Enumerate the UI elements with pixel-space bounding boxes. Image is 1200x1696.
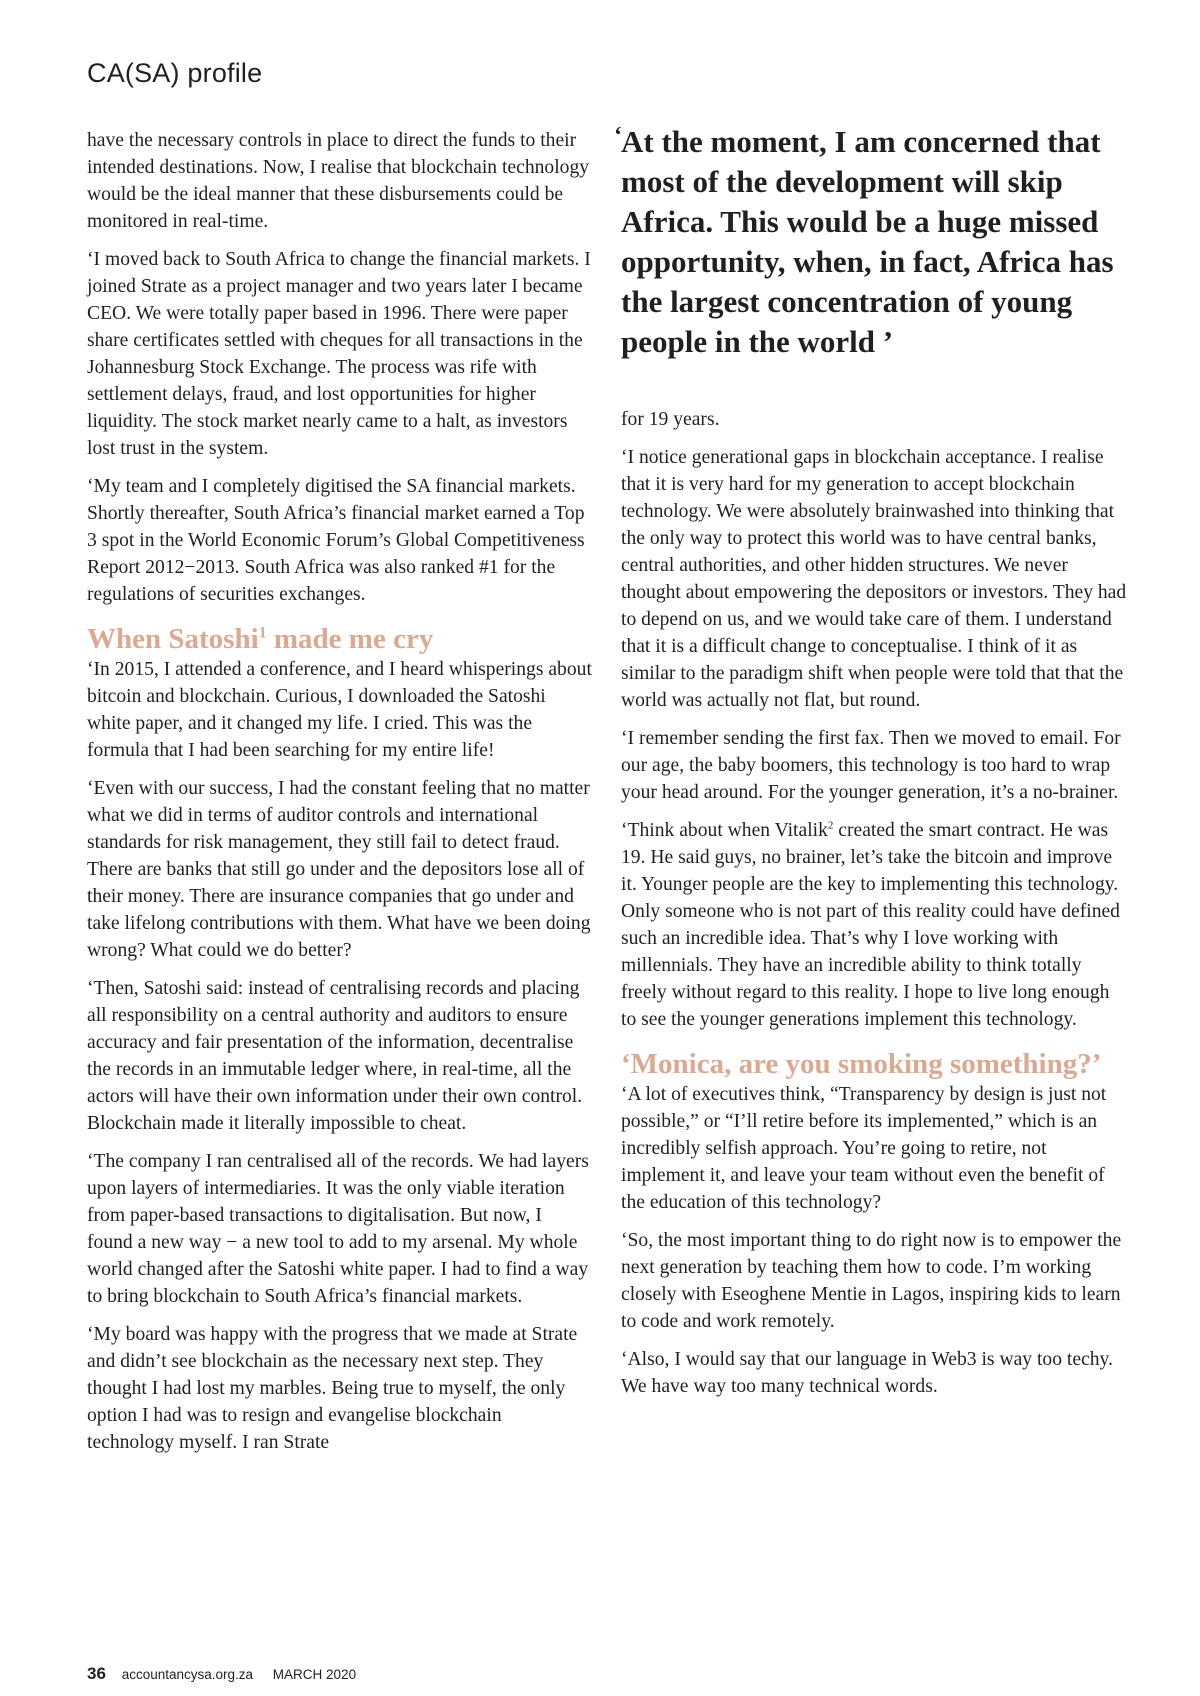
body-paragraph: ‘The company I ran centralised all of the records. We had layers upon layers of intermediaries. It was the only viable iteration from paper-based transactions to digitalisation. But now, I found a new way − a new tool to add to my arsenal. My whole world changed after the Satoshi white paper. I had to find a way to bring blockchain to South Africa’s financial markets.: [87, 1151, 589, 1307]
page-number: 36: [87, 1664, 106, 1683]
left-column: [87, 127, 592, 1467]
paragraph-text: created the smart contract. He was 19. He said guys, no brainer, let’s take the bitcoin and improve it. Younger people are the key to implementing this technology. Only someone who is not part of this reality could have defined such an incredible idea. That’s why I love working with millennials. They have an incredible ability to think totally freely without regard to this reality. I hope to live long enough to see the younger generations implement this technology.: [621, 820, 1120, 1030]
body-paragraph: ‘I remember sending the first fax. Then we moved to email. For our age, the baby boomers, this technology is too hard to wrap your head around. For the younger generation, it’s a no-brainer.: [621, 728, 1121, 803]
body-paragraph: ‘Then, Satoshi said: instead of centralising records and placing all responsibility on a central authority and auditors to ensure accuracy and fair presentation of the information, decentralise the records in an immutable ledger where, in real-time, all the actors will have their own information under their own control. Blockchain made it literally impossible to cheat.: [87, 978, 583, 1134]
issue-date: MARCH 2020: [272, 1667, 357, 1682]
right-column: [621, 406, 1127, 1411]
footnote-marker: 2: [827, 819, 834, 832]
body-paragraph: ‘I moved back to South Africa to change the financial markets. I joined Strate as a project manager and two years later I became CEO. We were totally paper based in 1996. There were paper share certificates settled with cheques for all transactions in the Johannesburg Stock Exchange. The process was rife with settlement delays, fraud, and lost opportunities for higher liquidity. The stock market nearly came to a halt, as investors lost trust in the system.: [87, 249, 591, 459]
body-paragraph: ‘My team and I completely digitised the SA financial markets. Shortly thereafter, South Africa’s financial market earned a Top 3 spot in the World Economic Forum’s Global Competitiveness Report 2012−2013. South Africa was also ranked #1 for the regulations of securities exchanges.: [87, 476, 585, 605]
body-paragraph: ‘My board was happy with the progress that we made at Strate and didn’t see blockchain as the necessary next step. They thought I had lost my marbles. Being true to myself, the only option I had was to resign and evangelise blockchain technology myself. I ran Strate: [87, 1324, 578, 1453]
body-paragraph: [621, 817, 1127, 1033]
page-footer: [87, 1664, 356, 1684]
pull-quote: [614, 122, 1137, 362]
body-paragraph: ‘Also, I would say that our language in Web3 is way too techy. We have way too many technical words.: [621, 1349, 1113, 1397]
body-paragraph: ‘Even with our success, I had the constant feeling that no matter what we did in terms of auditor controls and international standards for risk management, they still fail to detect fraud. There are banks that still go under and the depositors lose all of their money. There are insurance companies that go under and take lifelong contributions with them. What have we been doing wrong? What could we do better?: [87, 778, 591, 961]
subheading-satoshi: [87, 622, 592, 656]
body-paragraph: ‘A lot of executives think, “Transparency by design is just not possible,” or “I’ll retire before its implemented,” which is an incredibly selfish approach. You’re going to retire, not implement it, and leave your team without even the benefit of the education of this technology?: [621, 1084, 1107, 1213]
paragraph-text: ‘Think about when Vitalik: [621, 820, 828, 841]
body-paragraph: for 19 years.: [621, 409, 720, 430]
body-paragraph: ‘I notice generational gaps in blockchain acceptance. I realise that it is very hard for my generation to accept blockchain technology. We were absolutely brainwashed into thinking that the only way to protect this world was to have central banks, central authorities, and other hidden structures. We never thought about empowering the depositors or investors. They had to depend on us, and we would take care of them. I understand that it is a difficult change to conceptualise. I think of it as similar to the paradigm shift when people were told that that the world was actually not flat, but round.: [621, 447, 1127, 711]
subheading-monica: ‘Monica, are you smoking something?’: [621, 1048, 1102, 1080]
website-link[interactable]: accountancysa.org.za: [121, 1667, 254, 1682]
subheading-text: When Satoshi: [87, 623, 259, 655]
quote-mark: ‘: [614, 123, 622, 149]
subheading-text: made me cry: [266, 623, 434, 655]
section-label: CA(SA) profile: [87, 58, 263, 88]
body-paragraph: ‘So, the most important thing to do right now is to empower the next generation by teaching them how to code. I’m working closely with Eseoghene Mentie in Lagos, inspiring kids to learn to code and work remotely.: [621, 1230, 1122, 1332]
body-paragraph: ‘In 2015, I attended a conference, and I heard whisperings about bitcoin and blockchain. Curious, I downloaded the Satoshi white paper, and it changed my life. I cried. This was the formula that I had been searching for my entire life!: [87, 659, 592, 761]
footnote-marker: 1: [258, 624, 267, 642]
body-paragraph: have the necessary controls in place to direct the funds to their intended destinations. Now, I realise that blockchain technology would be the ideal manner that these disbursements could be monitored in real-time.: [87, 130, 590, 232]
pull-quote-text: At the moment, I am concerned that most of the development will skip Africa. This would be a huge missed opportunity, when, in fact, Africa has the largest concentration of young people in the world ’: [621, 124, 1114, 359]
